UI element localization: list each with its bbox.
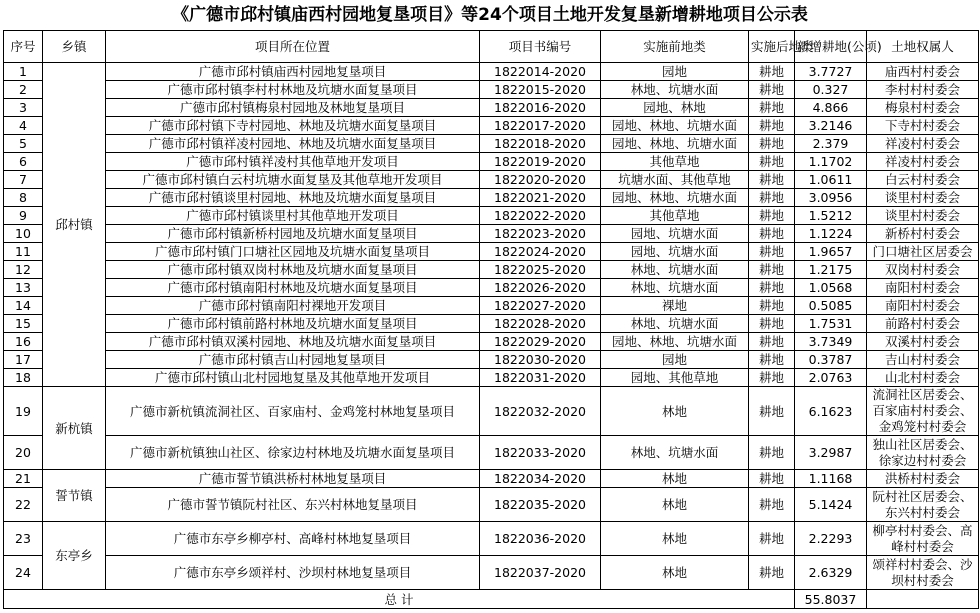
cell-after: 耕地	[749, 117, 795, 135]
cell-code: 1822024-2020	[480, 243, 601, 261]
cell-after: 耕地	[749, 315, 795, 333]
table-row	[4, 556, 979, 590]
cell-after: 耕地	[749, 297, 795, 315]
table-row	[4, 261, 979, 279]
cell-before: 园地、林地、坑塘水面	[601, 135, 749, 153]
cell-location: 广德市邱村镇梅泉村园地及林地复垦项目	[106, 99, 480, 117]
cell-seq: 18	[4, 369, 43, 387]
cell-location: 广德市新杭镇独山社区、徐家边村林地及坑塘水面复垦项目	[106, 436, 480, 470]
cell-before: 园地、林地、坑塘水面	[601, 333, 749, 351]
cell-owner: 柳亭村村委会、高峰村村委会	[867, 522, 979, 556]
cell-before: 园地、林地、坑塘水面	[601, 117, 749, 135]
cell-after: 耕地	[749, 556, 795, 590]
table-row	[4, 351, 979, 369]
cell-before: 园地	[601, 63, 749, 81]
table-row	[4, 387, 979, 436]
cell-seq: 11	[4, 243, 43, 261]
cell-before: 坑塘水面、其他草地	[601, 171, 749, 189]
cell-area: 0.327	[795, 81, 867, 99]
cell-owner: 庙西村村委会	[867, 63, 979, 81]
cell-area: 3.2987	[795, 436, 867, 470]
cell-code: 1822023-2020	[480, 225, 601, 243]
cell-before: 林地、坑塘水面	[601, 261, 749, 279]
cell-owner: 流洞社区居委会、百家庙村村委会、金鸡笼村村委会	[867, 387, 979, 436]
cell-after: 耕地	[749, 333, 795, 351]
table-row	[4, 315, 979, 333]
cell-town: 誓节镇	[43, 470, 106, 522]
cell-seq: 15	[4, 315, 43, 333]
cell-before: 林地、坑塘水面	[601, 279, 749, 297]
cell-before: 林地、坑塘水面	[601, 315, 749, 333]
cell-code: 1822037-2020	[480, 556, 601, 590]
cell-before: 园地、坑塘水面	[601, 243, 749, 261]
table-row	[4, 243, 979, 261]
cell-area: 0.3787	[795, 351, 867, 369]
cell-seq: 14	[4, 297, 43, 315]
table-row	[4, 189, 979, 207]
cell-owner: 李村村村委会	[867, 81, 979, 99]
cell-area: 3.0956	[795, 189, 867, 207]
cell-location: 广德市东亭乡柳亭村、高峰村林地复垦项目	[106, 522, 480, 556]
cell-seq: 23	[4, 522, 43, 556]
cell-town: 新杭镇	[43, 387, 106, 470]
table-row	[4, 488, 979, 522]
table-row	[4, 333, 979, 351]
cell-after: 耕地	[749, 171, 795, 189]
cell-seq: 12	[4, 261, 43, 279]
cell-code: 1822026-2020	[480, 279, 601, 297]
cell-owner: 山北村村委会	[867, 369, 979, 387]
cell-area: 3.2146	[795, 117, 867, 135]
cell-seq: 6	[4, 153, 43, 171]
cell-area: 1.7531	[795, 315, 867, 333]
table-row	[4, 225, 979, 243]
cell-after: 耕地	[749, 436, 795, 470]
cell-before: 林地	[601, 470, 749, 488]
cell-location: 广德市邱村镇祥凌村园地、林地及坑塘水面复垦项目	[106, 135, 480, 153]
cell-after: 耕地	[749, 153, 795, 171]
cell-location: 广德市邱村镇山北村园地复垦及其他草地开发项目	[106, 369, 480, 387]
header-location: 项目所在位置	[106, 31, 480, 63]
cell-location: 广德市东亭乡颂祥村、沙坝村林地复垦项目	[106, 556, 480, 590]
cell-location: 广德市邱村镇吉山村园地复垦项目	[106, 351, 480, 369]
cell-owner: 双岗村村委会	[867, 261, 979, 279]
cell-code: 1822018-2020	[480, 135, 601, 153]
cell-owner: 双溪村村委会	[867, 333, 979, 351]
cell-area: 2.2293	[795, 522, 867, 556]
cell-code: 1822028-2020	[480, 315, 601, 333]
cell-before: 林地	[601, 522, 749, 556]
cell-after: 耕地	[749, 207, 795, 225]
cell-after: 耕地	[749, 135, 795, 153]
table-row	[4, 171, 979, 189]
cell-area: 1.1168	[795, 470, 867, 488]
cell-after: 耕地	[749, 387, 795, 436]
cell-owner: 新桥村村委会	[867, 225, 979, 243]
cell-after: 耕地	[749, 63, 795, 81]
cell-after: 耕地	[749, 189, 795, 207]
cell-location: 广德市邱村镇前路村林地及坑塘水面复垦项目	[106, 315, 480, 333]
table-row	[4, 522, 979, 556]
cell-seq: 19	[4, 387, 43, 436]
total-area: 55.8037	[795, 590, 867, 609]
cell-after: 耕地	[749, 81, 795, 99]
table-row	[4, 153, 979, 171]
cell-location: 广德市邱村镇门口塘社区园地及坑塘水面复垦项目	[106, 243, 480, 261]
cell-location: 广德市邱村镇双溪村园地、林地及坑塘水面复垦项目	[106, 333, 480, 351]
cell-owner: 洪桥村村委会	[867, 470, 979, 488]
cell-location: 广德市新杭镇流洞社区、百家庙村、金鸡笼村林地复垦项目	[106, 387, 480, 436]
table-row	[4, 99, 979, 117]
cell-code: 1822036-2020	[480, 522, 601, 556]
cell-area: 2.379	[795, 135, 867, 153]
cell-owner: 前路村村委会	[867, 315, 979, 333]
cell-town: 邱村镇	[43, 63, 106, 387]
cell-code: 1822033-2020	[480, 436, 601, 470]
cell-before: 其他草地	[601, 207, 749, 225]
cell-area: 3.7349	[795, 333, 867, 351]
cell-location: 广德市邱村镇下寺村园地、林地及坑塘水面复垦项目	[106, 117, 480, 135]
cell-owner: 阮村社区居委会、东兴村村委会	[867, 488, 979, 522]
header-area: 新增耕地(公顷)	[795, 31, 867, 63]
cell-code: 1822021-2020	[480, 189, 601, 207]
total-label: 总 计	[4, 590, 795, 609]
cell-before: 林地	[601, 488, 749, 522]
project-table	[3, 30, 979, 609]
cell-before: 林地	[601, 556, 749, 590]
cell-after: 耕地	[749, 351, 795, 369]
cell-code: 1822032-2020	[480, 387, 601, 436]
cell-before: 林地	[601, 387, 749, 436]
table-row	[4, 117, 979, 135]
cell-location: 广德市邱村镇祥凌村其他草地开发项目	[106, 153, 480, 171]
cell-area: 2.0763	[795, 369, 867, 387]
cell-before: 园地、坑塘水面	[601, 225, 749, 243]
header-owner: 土地权属人	[867, 31, 979, 63]
cell-location: 广德市邱村镇李村村林地及坑塘水面复垦项目	[106, 81, 480, 99]
table-row	[4, 470, 979, 488]
cell-owner: 独山社区居委会、徐家边村村委会	[867, 436, 979, 470]
cell-before: 园地、林地、坑塘水面	[601, 189, 749, 207]
cell-code: 1822029-2020	[480, 333, 601, 351]
cell-area: 1.0611	[795, 171, 867, 189]
cell-code: 1822022-2020	[480, 207, 601, 225]
cell-owner: 南阳村村委会	[867, 297, 979, 315]
cell-before: 园地、林地	[601, 99, 749, 117]
cell-before: 裸地	[601, 297, 749, 315]
cell-before: 园地	[601, 351, 749, 369]
cell-seq: 13	[4, 279, 43, 297]
cell-seq: 4	[4, 117, 43, 135]
table-row	[4, 279, 979, 297]
cell-seq: 7	[4, 171, 43, 189]
total-owner-empty	[867, 590, 979, 609]
cell-code: 1822016-2020	[480, 99, 601, 117]
cell-owner: 南阳村村委会	[867, 279, 979, 297]
cell-area: 1.9657	[795, 243, 867, 261]
cell-town: 东亭乡	[43, 522, 106, 590]
cell-after: 耕地	[749, 522, 795, 556]
cell-area: 1.0568	[795, 279, 867, 297]
cell-location: 广德市誓节镇洪桥村林地复垦项目	[106, 470, 480, 488]
cell-seq: 22	[4, 488, 43, 522]
cell-after: 耕地	[749, 369, 795, 387]
cell-after: 耕地	[749, 488, 795, 522]
cell-seq: 8	[4, 189, 43, 207]
cell-seq: 9	[4, 207, 43, 225]
cell-code: 1822035-2020	[480, 488, 601, 522]
header-code: 项目书编号	[480, 31, 601, 63]
cell-owner: 门口塘社区居委会	[867, 243, 979, 261]
cell-code: 1822020-2020	[480, 171, 601, 189]
cell-area: 1.5212	[795, 207, 867, 225]
cell-location: 广德市邱村镇庙西村园地复垦项目	[106, 63, 480, 81]
cell-code: 1822031-2020	[480, 369, 601, 387]
total-row	[4, 590, 979, 609]
cell-code: 1822025-2020	[480, 261, 601, 279]
cell-area: 0.5085	[795, 297, 867, 315]
cell-before: 其他草地	[601, 153, 749, 171]
cell-code: 1822014-2020	[480, 63, 601, 81]
cell-code: 1822019-2020	[480, 153, 601, 171]
table-row	[4, 369, 979, 387]
cell-before: 园地、其他草地	[601, 369, 749, 387]
cell-seq: 20	[4, 436, 43, 470]
cell-seq: 21	[4, 470, 43, 488]
cell-seq: 1	[4, 63, 43, 81]
cell-owner: 白云村村委会	[867, 171, 979, 189]
table-row	[4, 207, 979, 225]
header-after: 实施后地类	[749, 31, 795, 63]
cell-seq: 10	[4, 225, 43, 243]
cell-area: 1.1224	[795, 225, 867, 243]
header-row	[4, 31, 979, 63]
cell-before: 林地、坑塘水面	[601, 81, 749, 99]
table-row	[4, 297, 979, 315]
cell-area: 4.866	[795, 99, 867, 117]
cell-code: 1822030-2020	[480, 351, 601, 369]
cell-area: 3.7727	[795, 63, 867, 81]
cell-area: 6.1623	[795, 387, 867, 436]
cell-owner: 颂祥村村委会、沙坝村村委会	[867, 556, 979, 590]
cell-area: 1.1702	[795, 153, 867, 171]
header-town: 乡镇	[43, 31, 106, 63]
cell-owner: 下寺村村委会	[867, 117, 979, 135]
cell-location: 广德市邱村镇谈里村园地、林地及坑塘水面复垦项目	[106, 189, 480, 207]
cell-seq: 16	[4, 333, 43, 351]
cell-location: 广德市邱村镇南阳村裸地开发项目	[106, 297, 480, 315]
cell-location: 广德市誓节镇阮村社区、东兴村林地复垦项目	[106, 488, 480, 522]
cell-location: 广德市邱村镇谈里村其他草地开发项目	[106, 207, 480, 225]
cell-code: 1822034-2020	[480, 470, 601, 488]
cell-location: 广德市邱村镇南阳村林地及坑塘水面复垦项目	[106, 279, 480, 297]
cell-owner: 梅泉村村委会	[867, 99, 979, 117]
page-title: 《广德市邱村镇庙西村园地复垦项目》等24个项目土地开发复垦新增耕地项目公示表	[172, 5, 808, 25]
cell-owner: 祥凌村村委会	[867, 153, 979, 171]
table-row	[4, 436, 979, 470]
cell-seq: 24	[4, 556, 43, 590]
cell-owner: 谈里村村委会	[867, 189, 979, 207]
table-row	[4, 81, 979, 99]
cell-location: 广德市邱村镇双岗村林地及坑塘水面复垦项目	[106, 261, 480, 279]
cell-after: 耕地	[749, 470, 795, 488]
cell-seq: 2	[4, 81, 43, 99]
cell-area: 5.1424	[795, 488, 867, 522]
cell-owner: 吉山村村委会	[867, 351, 979, 369]
table-row	[4, 63, 979, 81]
cell-code: 1822015-2020	[480, 81, 601, 99]
cell-after: 耕地	[749, 261, 795, 279]
cell-location: 广德市邱村镇新桥村园地及坑塘水面复垦项目	[106, 225, 480, 243]
cell-code: 1822017-2020	[480, 117, 601, 135]
cell-seq: 5	[4, 135, 43, 153]
cell-owner: 谈里村村委会	[867, 207, 979, 225]
cell-owner: 祥凌村村委会	[867, 135, 979, 153]
cell-seq: 17	[4, 351, 43, 369]
header-before: 实施前地类	[601, 31, 749, 63]
cell-code: 1822027-2020	[480, 297, 601, 315]
cell-after: 耕地	[749, 225, 795, 243]
cell-location: 广德市邱村镇白云村坑塘水面复垦及其他草地开发项目	[106, 171, 480, 189]
cell-after: 耕地	[749, 243, 795, 261]
cell-seq: 3	[4, 99, 43, 117]
table-row	[4, 135, 979, 153]
cell-before: 林地、坑塘水面	[601, 436, 749, 470]
cell-area: 2.6329	[795, 556, 867, 590]
cell-after: 耕地	[749, 99, 795, 117]
header-seq: 序号	[4, 31, 43, 63]
cell-area: 1.2175	[795, 261, 867, 279]
cell-after: 耕地	[749, 279, 795, 297]
